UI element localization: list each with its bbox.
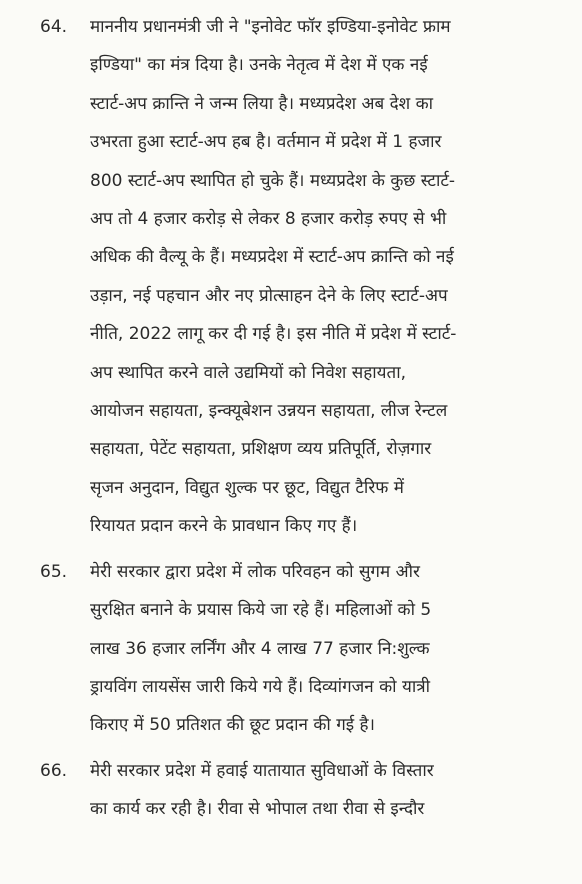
text-line: माननीय प्रधानमंत्री जी ने "इनोवेट फॉर इण्डिया-इनोवेट फ्राम	[90, 17, 451, 37]
text-line: नीति, 2022 लागू कर दी गई है। इस नीति में प्रदेश में स्टार्ट-	[90, 324, 457, 345]
text-line: अधिक की वैल्यू के हैं। मध्यप्रदेश में स्टार्ट-अप क्रान्ति को नई	[90, 247, 454, 268]
text-line: सुरक्षित बनाने के प्रयास किये जा रहे हैं। महिलाओं को 5	[90, 600, 432, 621]
text-line: अप स्थापित करने वाले उद्यमियों को निवेश सहायता,	[90, 362, 407, 383]
paragraph-text	[90, 8, 570, 546]
text-line: का कार्य कर रही है। रीवा से भोपाल तथा रीवा से इन्दौर	[90, 799, 425, 820]
text-line: रियायत प्रदान करने के प्रावधान किए गए हैं।	[90, 516, 358, 537]
text-line: ड्रायविंग लायसेंस जारी किये गये हैं। दिव्यांगजन को यात्री	[90, 676, 431, 697]
text-line: मेरी सरकार प्रदेश में हवाई यातायात सुविधाओं के विस्तार	[90, 760, 434, 781]
paragraph-number: 64.	[40, 17, 68, 37]
text-line: सहायता, पेटेंट सहायता, प्रशिक्षण व्यय प्रतिपूर्ति, रोज़गार	[90, 439, 432, 460]
text-line: सृजन अनुदान, विद्युत शुल्क पर छूट, विद्युत टैरिफ में	[90, 477, 404, 498]
text-line: स्टार्ट-अप क्रान्ति ने जन्म लिया है। मध्यप्रदेश अब देश का	[90, 93, 434, 114]
paragraph-text	[90, 752, 570, 829]
text-line: उड़ान, नई पहचान और नए प्रोत्साहन देने के लिए स्टार्ट-अप	[90, 285, 448, 306]
paragraph-64	[40, 8, 570, 546]
text-line: आयोजन सहायता, इन्क्यूबेशन उन्नयन सहायता, लीज रेन्टल	[90, 401, 448, 422]
text-line: किराए में 50 प्रतिशत की छूट प्रदान की गई है।	[90, 715, 375, 736]
text-line: लाख 36 हजार लर्निंग और 4 लाख 77 हजार नि:शुल्क	[90, 638, 430, 659]
paragraph-number: 66.	[40, 760, 68, 781]
text-line: मेरी सरकार द्वारा प्रदेश में लोक परिवहन को सुगम और	[90, 561, 420, 582]
text-line: इण्डिया" का मंत्र दिया है। उनके नेतृत्व में देश में एक नई	[90, 55, 428, 76]
text-line: अप तो 4 हजार करोड़ से लेकर 8 हजार करोड़ रुपए से भी	[90, 209, 447, 230]
text-line: 800 स्टार्ट-अप स्थापित हो चुके हैं। मध्यप्रदेश के कुछ स्टार्ट-	[90, 170, 456, 191]
paragraph-65	[40, 553, 570, 745]
text-line: उभरता हुआ स्टार्ट-अप हब है। वर्तमान में प्रदेश में 1 हजार	[90, 132, 442, 153]
paragraph-text	[90, 553, 570, 745]
paragraph-66	[40, 752, 570, 829]
paragraph-number: 65.	[40, 561, 68, 582]
